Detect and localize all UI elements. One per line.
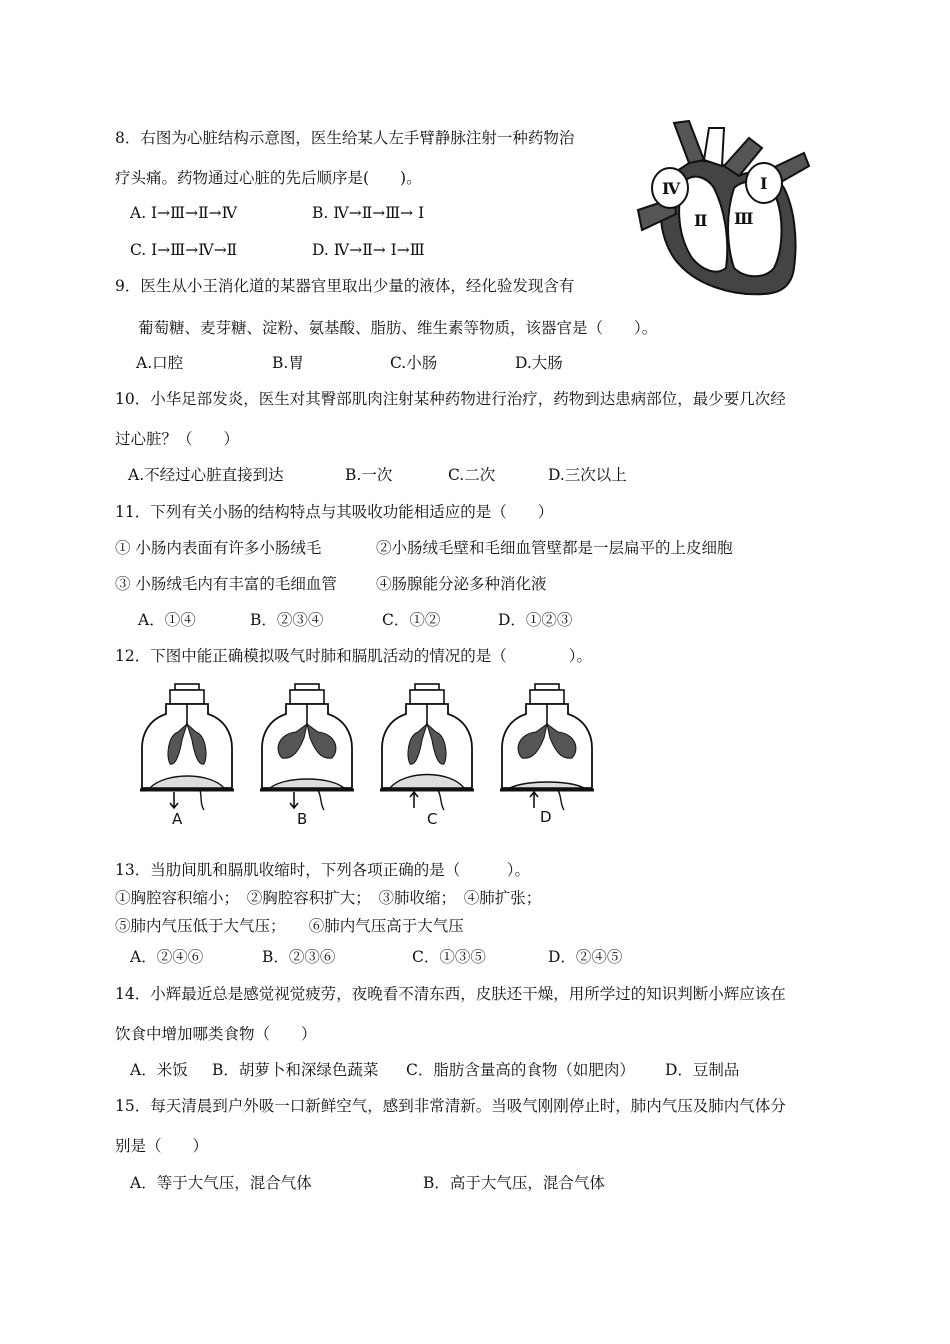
q9-text-line2: 葡萄糖、麦芽糖、淀粉、氨基酸、脂肪、维生素等物质，该器官是（ ）。 [138,319,658,337]
q10-option-b: B.一次 [345,466,393,484]
q9-option-b: B.胃 [272,354,304,372]
q13-option-b: B．②③⑥ [262,948,336,966]
q14-text-line2: 饮食中增加哪类食物（ ） [115,1025,317,1043]
q8-text-line2: 疗头痛。药物通过心脏的先后顺序是( )。 [115,169,422,187]
jar-b [260,684,354,810]
q8-option-c: C. Ⅰ→Ⅲ→Ⅳ→Ⅱ [130,241,238,259]
q15-text-line1: 15．每天清晨到户外吸一口新鲜空气，感到非常清新。当吸气刚刚停止时，肺内气压及肺内气体分 [115,1097,786,1115]
q11-option-c: C．①② [382,611,441,629]
q11-option-a: A．①④ [138,611,196,629]
q14-option-c: C．脂肪含量高的食物（如肥肉） [406,1061,635,1079]
q11-statement-1: ① 小肠内表面有许多小肠绒毛 [115,539,322,557]
figure-label-d: D [540,808,552,826]
jar-c [380,684,474,810]
q9-option-c: C.小肠 [390,354,438,372]
q11-statement-4: ④肠腺能分泌多种消化液 [376,575,547,593]
q14-option-a: A．米饭 [130,1061,188,1079]
figure-label-a: A [172,810,183,828]
q13-option-a: A．②④⑥ [130,948,204,966]
q14-option-d: D．豆制品 [665,1061,740,1079]
q9-option-a: A.口腔 [136,354,184,372]
q13-option-d: D．②④⑤ [548,948,623,966]
jar-a [140,684,234,810]
q10-text-line2: 过心脏？（ ） [115,430,240,448]
q9-option-d: D.大肠 [515,354,563,372]
figure-label-c: C [427,810,438,828]
q10-option-d: D.三次以上 [548,466,627,484]
q15-option-a: A．等于大气压，混合气体 [130,1174,312,1192]
q13-statements-1: ①胸腔容积缩小； ②胸腔容积扩大； ③肺收缩； ④肺扩张； [115,889,542,907]
q12-text-line1: 12．下图中能正确模拟吸气时肺和膈肌活动的情况的是（ ）。 [115,647,592,665]
jar-d [500,684,594,810]
q11-statement-2: ②小肠绒毛壁和毛细血管壁都是一层扁平的上皮细胞 [376,539,733,557]
q8-option-a: A. Ⅰ→Ⅲ→Ⅱ→Ⅳ [130,204,238,222]
q14-text-line1: 14．小辉最近总是感觉视觉疲劳，夜晚看不清东西，皮肤还干燥，用所学过的知识判断小辉应该在 [115,985,786,1003]
figure-label-b: B [297,810,308,828]
q14-option-b: B．胡萝卜和深绿色蔬菜 [212,1061,379,1079]
q8-text-line1: 8．右图为心脏结构示意图，医生给某人左手臂静脉注射一种药物治 [115,129,575,147]
heart-label-ii: Ⅱ [694,211,708,230]
q13-text-line1: 13．当肋间肌和膈肌收缩时，下列各项正确的是（ ）。 [115,861,530,879]
q13-option-c: C．①③⑤ [412,948,486,966]
q8-option-d: D. Ⅳ→Ⅱ→ Ⅰ→Ⅲ [312,241,425,259]
q11-option-d: D．①②③ [498,611,573,629]
q10-option-c: C.二次 [448,466,496,484]
q8-option-b: B. Ⅳ→Ⅱ→Ⅲ→ Ⅰ [312,204,425,222]
q9-text-line1: 9．医生从小王消化道的某器官里取出少量的液体，经化验发现含有 [115,277,575,295]
q10-option-a: A.不经过心脏直接到达 [128,466,284,484]
q11-text-line1: 11．下列有关小肠的结构特点与其吸收功能相适应的是（ ） [115,503,554,521]
heart-label-i: Ⅰ [760,174,768,193]
q11-statement-3: ③ 小肠绒毛内有丰富的毛细血管 [115,575,337,593]
heart-diagram [634,118,824,300]
q11-option-b: B．②③④ [250,611,324,629]
q15-text-line2: 别是（ ） [115,1137,209,1155]
heart-label-iii: Ⅲ [734,209,754,228]
q10-text-line1: 10．小华足部发炎，医生对其臀部肌肉注射某种药物进行治疗，药物到达患病部位，最少要几次经 [115,390,786,408]
bell-jar-figures [140,680,600,830]
q13-statements-2: ⑤肺内气压低于大气压； ⑥肺内气压高于大气压 [115,917,464,935]
heart-label-iv: Ⅳ [662,179,681,198]
q15-option-b: B．高于大气压，混合气体 [423,1174,605,1192]
